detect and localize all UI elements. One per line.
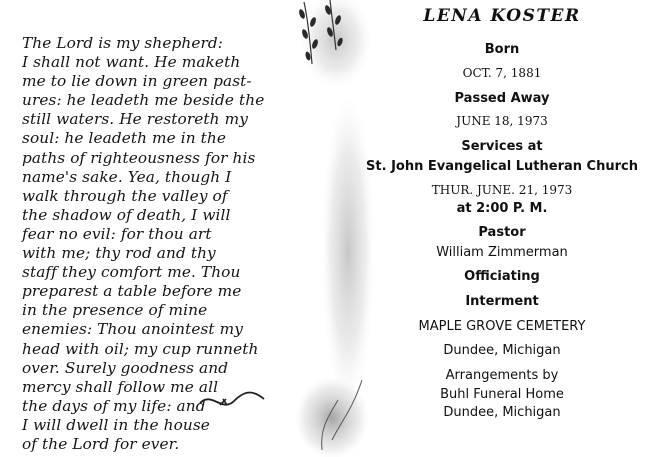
services-label: Services at: [461, 139, 543, 154]
psalm-line: soul: he leadeth me in the: [22, 129, 227, 148]
psalm-line: the days of my life: and: [22, 396, 206, 415]
pastor-label: Pastor: [478, 225, 526, 240]
psalm-line: with me; thy rod and thy: [22, 244, 216, 263]
funeral-home-location: Dundee, Michigan: [443, 405, 561, 420]
psalm-line: still waters. He restoreth my: [22, 110, 248, 129]
service-details: [362, 0, 642, 457]
psalm-line: I will dwell in the house: [22, 415, 210, 434]
funeral-home-name: Buhl Funeral Home: [440, 387, 564, 402]
deceased-name: LENA KOSTER: [423, 6, 581, 26]
church-name: St. John Evangelical Lutheran Church: [366, 159, 638, 174]
cemetery-location: Dundee, Michigan: [443, 343, 561, 358]
psalm-line: ures: he leadeth me beside the: [22, 91, 265, 110]
psalm-line: fear no evil: for thou art: [22, 224, 212, 243]
officiating-label: Officiating: [464, 269, 540, 284]
psalm-line: head with oil; my cup runneth: [22, 339, 259, 358]
psalm-line: preparest a table before me: [22, 282, 242, 301]
psalm-line: mercy shall follow me all: [22, 377, 219, 396]
passed-away-label: Passed Away: [454, 91, 550, 106]
service-time: at 2:00 P. M.: [456, 201, 548, 216]
psalm-line: staff they comfort me. Thou: [22, 263, 241, 282]
psalm-line: over. Surely goodness and: [22, 358, 229, 377]
psalm-line: paths of righteousness for his: [22, 148, 256, 167]
psalm-line: of the Lord for ever.: [22, 434, 180, 453]
psalm-line: The Lord is my shepherd:: [22, 34, 224, 52]
passed-away-date: JUNE 18, 1973: [456, 114, 548, 128]
psalm-line: walk through the valley of: [22, 186, 228, 205]
psalm-line: the shadow of death, I will: [22, 205, 231, 224]
psalm-line: in the presence of mine: [22, 301, 208, 320]
flourish-icon: [198, 385, 268, 415]
interment-label: Interment: [465, 294, 539, 309]
pastor-name: William Zimmerman: [436, 245, 568, 260]
born-date: OCT. 7, 1881: [462, 66, 542, 80]
arrangements-label: Arrangements by: [445, 368, 559, 383]
service-date: THUR. JUNE. 21, 1973: [431, 183, 573, 197]
psalm-line: me to lie down in green past-: [22, 72, 252, 91]
psalm-line: enemies: Thou anointest my: [22, 320, 243, 339]
psalm-line: I shall not want. He maketh: [22, 53, 241, 72]
psalm-line: name's sake. Yea, though I: [22, 167, 232, 186]
cemetery-name: MAPLE GROVE CEMETERY: [418, 319, 586, 334]
born-label: Born: [484, 42, 520, 57]
